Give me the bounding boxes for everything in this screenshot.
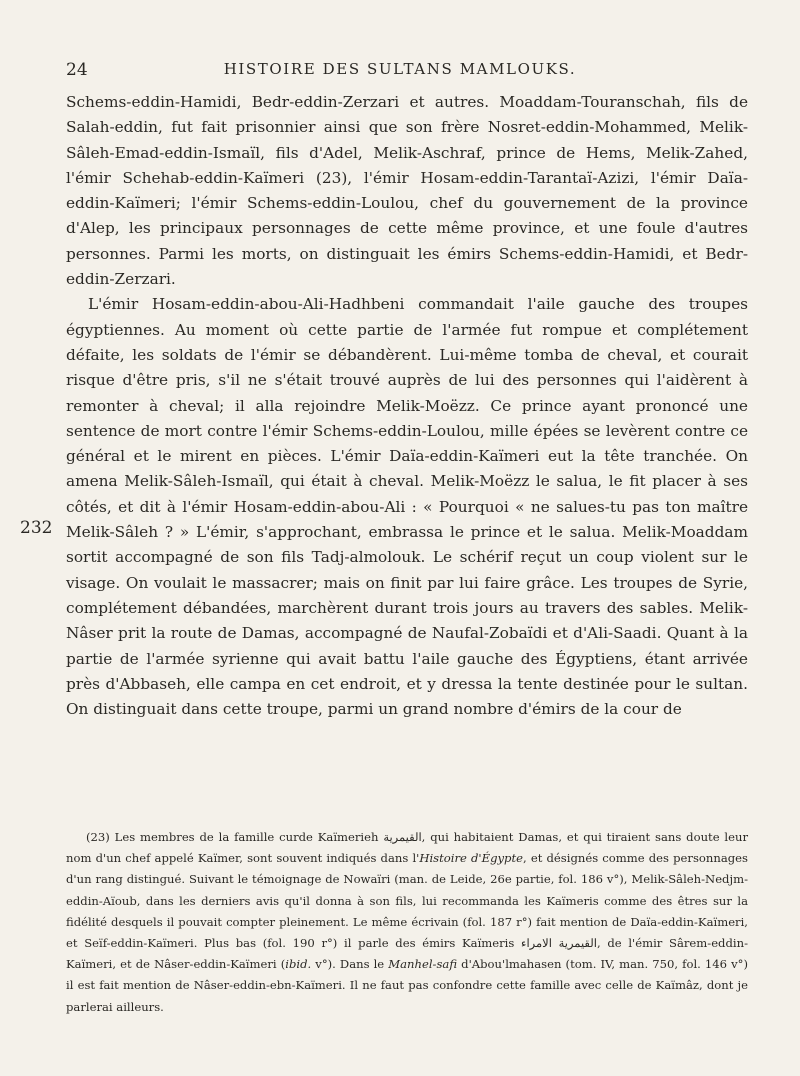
- page-number: 24: [66, 60, 88, 80]
- page-header: [0, 60, 800, 84]
- arabic-term: القيمرية: [383, 830, 422, 844]
- footnote-23: (23) Les membres de la famille curde Kaïmerieh القيمرية, qui habitaient Damas, et qui tiraient sans doute leur nom d'un chef appelé Kaïmer, sont souvent indiqués dans l'Histoire d'Égypte, et désignés comme des personnages d'un rang distingué. Suivant le témoignage de Nowaïri (man. de Leide, 26e partie, fol. 186 v°), Melik-Sâleh-Nedjm-eddin-Aïoub, dans les derniers avis qu'il donna à son fils, lui recommanda les Kaïmeris comme des êtres sur la fidélité desquels il pouvait compter pleinement. Le même écrivain (fol. 187 r°) fait mention de Daïa-eddin-Kaïmeri, et Seïf-eddin-Kaïmeri. Plus bas (fol. 190 r°) il parle des émirs Kaïmeris القيمرية الامراء, de l'émir Sârem-eddin-Kaïmeri, et de Nâser-eddin-Kaïmeri (ibid. v°). Dans le Manhel-safi d'Abou'lmahasen (tom. IV, man. 750, fol. 146 v°) il est fait mention de Nâser-eddin-ebn-Kaïmeri. Il ne faut pas confondre cette famille avec celle de Kaïmâz, dont je parlerai ailleurs.: [66, 830, 749, 1014]
- margin-page-reference: 232: [20, 518, 53, 538]
- main-text: [66, 90, 748, 722]
- arabic-term: القيمرية الامراء: [521, 936, 597, 951]
- paragraph: Schems-eddin-Hamidi, Bedr-eddin-Zerzari et autres. Moaddam-Touranschah, fils de Salah-eddin, fut fait prisonnier ainsi que son frère Nosret-eddin-Mohammed, Melik-Sâleh-Emad-eddin-Ismaïl, fils d'Adel, Melik-Aschraf, prince de Hems, Melik-Zahed, l'émir Schehab-eddin-Kaïmeri (23), l'émir Hosam-eddin-Tarantaï-Azizi, l'émir Daïa-eddin-Kaïmeri; l'émir Schems-eddin-Loulou, chef du gouvernement de la province d'Alep, les principaux personnages de cette même province, et une foule d'autres personnes. Parmi les morts, on distinguait les émirs Schems-eddin-Hamidi, et Bedr-eddin-Zerzari.: [66, 93, 748, 289]
- book-title: Manhel-safi: [388, 957, 458, 972]
- running-title: HISTOIRE DES SULTANS MAMLOUKS.: [223, 60, 577, 78]
- ibid-reference: ibid.: [285, 957, 312, 972]
- footnote: [66, 827, 748, 1018]
- paragraph: L'émir Hosam-eddin-abou-Ali-Hadhbeni commandait l'aile gauche des troupes égyptiennes. Au moment où cette partie de l'armée fut rompue et complétement défaite, les soldats de l'émir se débandèrent. Lui-même tomba de cheval, et courait risque d'être pris, s'il ne s'était trouvé auprès de lui des personnes qui l'aidèrent à remonter à cheval; il alla rejoindre Melik-Moëzz. Ce prince ayant prononcé une sentence de mort contre l'émir Schems-eddin-Loulou, mille épées se levèrent contre ce général et le mirent en pièces. L'émir Daïa-eddin-Kaïmeri eut la tête tranchée. On amena Melik-Sâleh-Ismaïl, qui était à cheval. Melik-Moëzz le salua, le fit placer à ses côtés, et dit à l'émir Hosam-eddin-abou-Ali : « Pourquoi « ne salues-tu pas ton maître Melik-Sâleh ? » L'émir, s'approchant, embrassa le prince et le salua. Melik-Moaddam sortit accompagné de son fils Tadj-almolouk. Le schérif reçut un coup violent sur le visage. On voulait le massacrer; mais on finit par lui faire grâce. Les troupes de Syrie, complétement débandées, marchèrent durant trois jours au travers des sables. Melik-Nâser prit la route de Damas, accompagné de Naufal-Zobaïdi et d'Ali-Saadi. Quant à la partie de l'armée syrienne qui avait battu l'aile gauche des Égyptiens, étant arrivée près d'Abbaseh, elle campa en cet endroit, et y dressa la tente destinée pour le sultan. On distinguait dans cette troupe, parmi un grand nombre d'émirs de la cour de: [66, 295, 748, 719]
- book-title: Histoire d'Égypte: [419, 851, 523, 866]
